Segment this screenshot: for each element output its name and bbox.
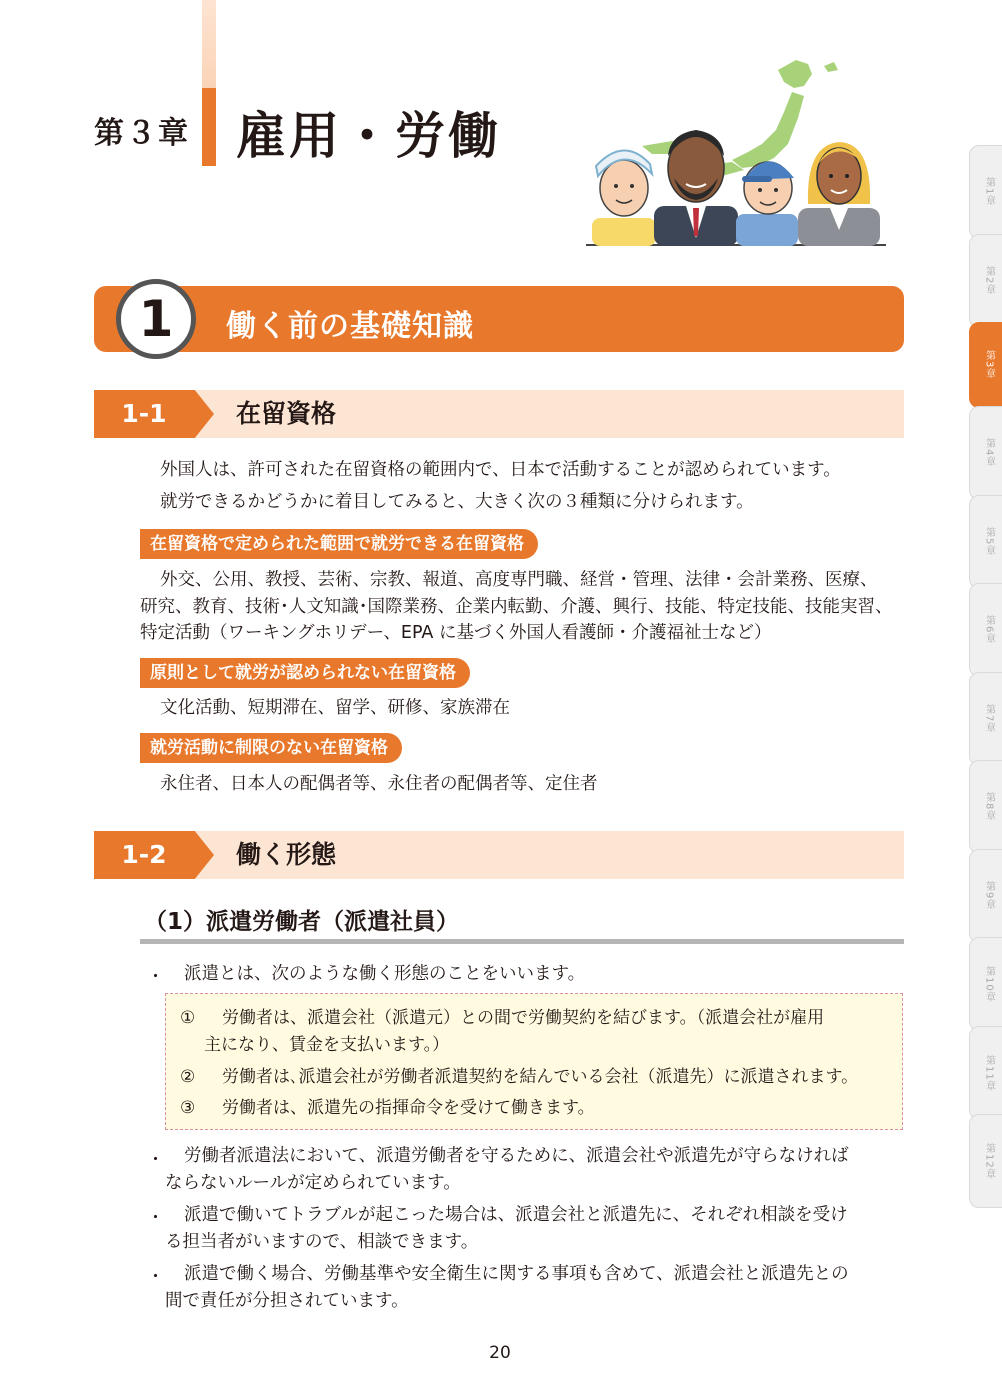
worker-woman-scarf — [592, 150, 656, 246]
visa-group-1-line-1: 外交、公用、教授、芸術、宗教、報道、高度専門職、経営・管理、法律・会計業務、医療、 — [160, 570, 878, 590]
chapter-title: 雇用・労働 — [236, 107, 501, 165]
bullet-mark: ・ — [147, 967, 164, 987]
side-tab-label: 第2章 — [983, 266, 995, 296]
side-tab-label: 第10章 — [983, 965, 995, 1003]
subsection-1-1-header — [94, 390, 904, 438]
condition-1-number: ① — [180, 1008, 196, 1028]
side-tab-chapter-10[interactable] — [969, 937, 1002, 1031]
side-tab-label: 第9章 — [983, 881, 995, 911]
chapter-label: 第３章 — [94, 116, 190, 151]
side-tab-chapter-4[interactable] — [969, 406, 1002, 500]
side-tab-chapter-7[interactable] — [969, 672, 1002, 766]
bullet-mark: ・ — [147, 1267, 164, 1287]
rule-bullet-2-line-2: る担当者がいますので、相談できます。 — [165, 1232, 479, 1252]
side-tab-chapter-2[interactable] — [969, 234, 1002, 328]
worker-man-cap — [736, 161, 798, 246]
side-tab-label: 第5章 — [983, 527, 995, 557]
side-tab-chapter-1[interactable] — [969, 145, 1002, 239]
section-number: 1 — [116, 279, 196, 359]
dispatch-worker-heading: （1）派遣労働者（派遣社員） — [144, 909, 460, 935]
visa-group-2-heading: 原則として就労が認められない在留資格 — [140, 658, 470, 688]
visa-group-3-line-1: 永住者、日本人の配偶者等、永住者の配偶者等、定住者 — [160, 774, 598, 794]
side-tab-chapter-12[interactable] — [969, 1114, 1002, 1208]
section-title: 働く前の基礎知識 — [226, 309, 474, 344]
side-tab-label: 第8章 — [983, 792, 995, 822]
dispatch-definition: 派遣とは、次のような働く形態のことをいいます。 — [184, 964, 586, 984]
side-tab-chapter-6[interactable] — [969, 583, 1002, 677]
intro-line-1: 外国人は、許可された在留資格の範囲内で、日本で活動することが認められています。 — [160, 460, 841, 480]
condition-1-line-2: 主になり、賃金を支払います。） — [204, 1035, 450, 1055]
section-banner — [94, 286, 904, 352]
condition-3-line-1: 労働者は、派遣先の指揮命令を受けて働きます。 — [222, 1098, 595, 1118]
rule-bullet-3-line-1: 派遣で働く場合、労働基準や安全衛生に関する事項も含めて、派遣会社と派遣先との — [184, 1264, 849, 1284]
rule-bullet-3-line-2: 間で責任が分担されています。 — [165, 1291, 409, 1311]
subsection-1-1-title: 在留資格 — [236, 399, 337, 428]
side-tab-label: 第7章 — [983, 704, 995, 734]
side-tab-label: 第3章 — [983, 350, 995, 380]
visa-group-1-line-3: 特定活動（ワーキングホリデー、EPA に基づく外国人看護師・介護福祉士など） — [140, 623, 772, 643]
visa-group-1-line-2: 研究、教育、技術･人文知識･国際業務、企業内転勤、介護、興行、技能、特定技能、技能実習、 — [140, 597, 893, 617]
side-tab-label: 第11章 — [983, 1054, 995, 1092]
page-number: 20 — [489, 1343, 511, 1363]
rule-bullet-2-line-1: 派遣で働いてトラブルが起こった場合は、派遣会社と派遣先に、それぞれ相談を受け — [184, 1205, 848, 1225]
intro-line-2: 就労できるかどうかに着目してみると、大きく次の３種類に分けられます。 — [160, 492, 754, 512]
condition-1-line-1: 労働者は、派遣会社（派遣元）との間で労働契約を結びます。（派遣会社が雇用 — [222, 1008, 825, 1028]
condition-3-number: ③ — [180, 1098, 196, 1118]
subsection-1-2-header — [94, 831, 904, 879]
side-tab-label: 第6章 — [983, 615, 995, 645]
side-tab-chapter-3[interactable] — [969, 322, 1002, 408]
condition-2-line-1: 労働者は､派遣会社が労働者派遣契約を結んでいる会社（派遣先）に派遣されます。 — [222, 1067, 859, 1087]
heading-underline — [140, 939, 904, 944]
side-tab-label: 第1章 — [983, 177, 995, 207]
chapter-accent-bar — [202, 88, 216, 166]
worker-woman-blonde — [798, 142, 880, 246]
side-tab-chapter-8[interactable] — [969, 760, 1002, 854]
visa-group-1-heading: 在留資格で定められた範囲で就労できる在留資格 — [140, 529, 538, 559]
side-tab-label: 第12章 — [983, 1142, 995, 1180]
rule-bullet-1-line-2: ならないルールが定められています。 — [165, 1173, 461, 1193]
side-tab-chapter-5[interactable] — [969, 495, 1002, 589]
visa-group-3-heading: 就労活動に制限のない在留資格 — [140, 733, 402, 763]
subsection-1-2-number: 1-2 — [121, 840, 167, 869]
condition-2-number: ② — [180, 1067, 196, 1087]
visa-group-2-line-1: 文化活動、短期滞在、留学、研修、家族滞在 — [160, 698, 510, 718]
bullet-mark: ・ — [147, 1208, 164, 1228]
subsection-1-1-number: 1-1 — [121, 399, 167, 428]
side-tab-chapter-11[interactable] — [969, 1026, 1002, 1120]
rule-bullet-1-line-1: 労働者派遣法において、派遣労働者を守るために、派遣会社や派遣先が守らなければ — [184, 1146, 849, 1166]
bullet-mark: ・ — [147, 1150, 164, 1170]
workers-illustration — [582, 48, 888, 250]
subsection-1-2-title: 働く形態 — [236, 840, 337, 869]
side-tab-chapter-9[interactable] — [969, 849, 1002, 943]
side-tab-label: 第4章 — [983, 438, 995, 468]
